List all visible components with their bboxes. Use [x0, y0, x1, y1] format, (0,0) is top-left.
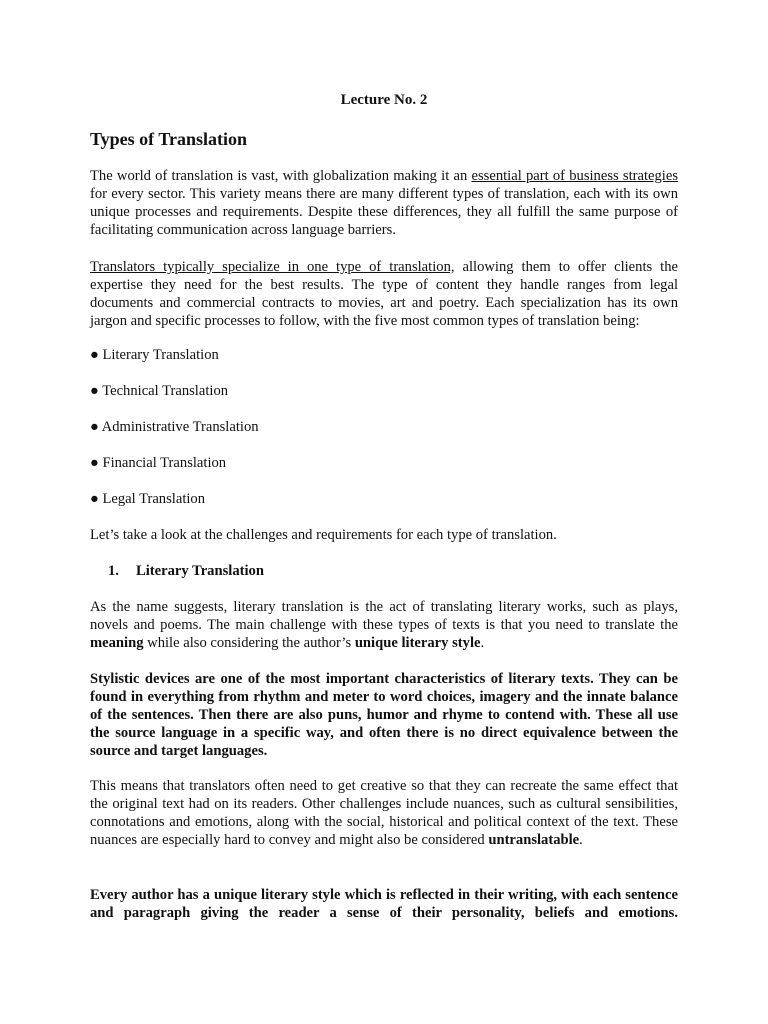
section1-paragraph-4: Every author has a unique literary style which is reflected in their writing, with each sentence and paragraph giving the reader a sense of their personality, beliefs and emotions.: [90, 887, 678, 921]
transition-paragraph: Let’s take a look at the challenges and requirements for each type of translation.: [90, 527, 557, 543]
s1-p1-text-c: .: [480, 635, 485, 651]
intro-p1-text-a: The world of translation is vast, with globalization making it an: [90, 168, 472, 184]
section-title: Literary Translation: [136, 563, 264, 579]
s1-p3-text-b: .: [579, 832, 583, 848]
lecture-label: Lecture No. 2: [340, 92, 428, 108]
s1-p1-text-a: As the name suggests, literary translation is the act of translating literary works, such as plays, novels and poems. The main challenge with these types of texts is that you need to translate the: [90, 599, 678, 633]
page-title: Types of Translation: [90, 129, 248, 149]
section-heading-literary: [108, 562, 264, 580]
intro-p1-text-b: for every sector. This variety means there are many different types of translation, each with its own unique processes and requirements. Despite these differences, they all fulfill the same purpose of facilitating communication across language barriers.: [90, 186, 678, 238]
bullet-item-administrative: ● Administrative Translation: [90, 419, 259, 435]
bullet-item-legal: ● Legal Translation: [90, 491, 206, 507]
s1-p3-text-a: This means that translators often need to get creative so that they can recreate the same effect that the original text had on its readers. Other challenges include nuances, such as cultural sensibilities, connotations and emotions, along with the social, historical and political context of the text. These nuances are especially hard to convey and might also be considered: [90, 778, 678, 848]
section-number: 1.: [108, 563, 119, 579]
intro-paragraph-2: [90, 258, 678, 330]
s1-p1-bold-style: unique literary style: [354, 635, 481, 651]
section1-paragraph-3: [90, 777, 678, 849]
bullet-item-literary: ● Literary Translation: [90, 347, 219, 363]
s1-p1-bold-meaning: meaning: [90, 635, 144, 651]
bullet-item-financial: ● Financial Translation: [90, 455, 227, 471]
section1-paragraph-2: Stylistic devices are one of the most important characteristics of literary texts. They can be found in everything from rhythm and meter to word choices, imagery and the innate balance of the sentences. Then there are also puns, humor and rhyme to contend with. These all use the source language in a specific way, and often there is no direct equivalence between the source and target languages.: [90, 671, 678, 759]
intro-p2-underlined: Translators typically specialize in one type of translation,: [90, 259, 455, 275]
intro-paragraph-1: [90, 167, 678, 239]
bullet-item-technical: ● Technical Translation: [90, 383, 229, 399]
s1-p1-text-b: while also considering the author’s: [143, 635, 355, 651]
intro-p1-underlined: essential part of business strategies: [471, 168, 679, 184]
s1-p3-bold: untranslatable: [488, 832, 580, 848]
section1-paragraph-1: [90, 598, 678, 652]
intro-p2-text-b: allowing them to offer clients the expertise they need for the best results. The type of content they handle ranges from legal documents and commercial contracts to movies, art and poetry. Each specialization has its own jargon and specific processes to follow, with the five most common types of translation being:: [90, 259, 678, 329]
